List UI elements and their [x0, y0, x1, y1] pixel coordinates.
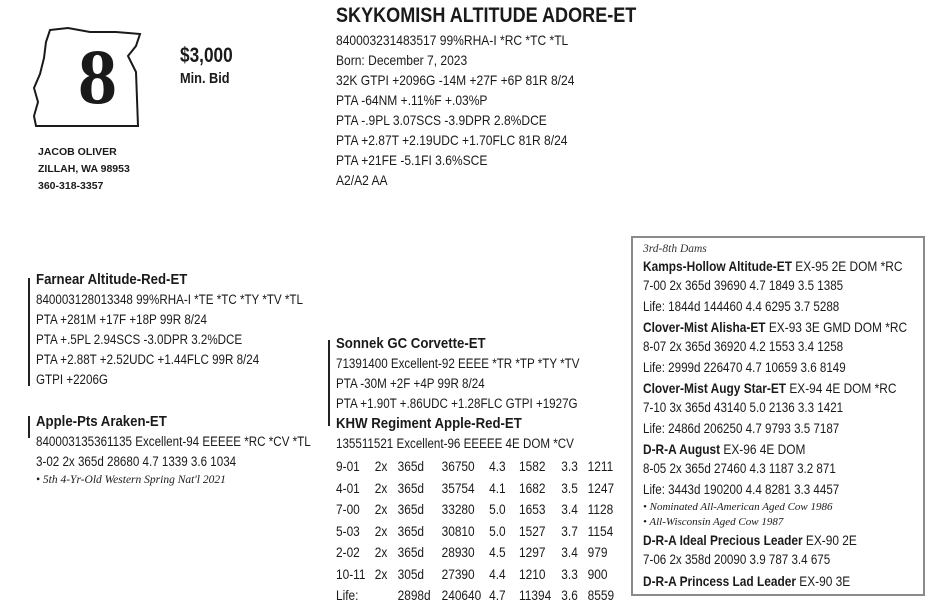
dam-production-table [336, 456, 662, 607]
dam-entry-note: • All-Wisconsin Aged Cow 1987 [643, 516, 784, 528]
dam-entry-classification: EX-90 2E [802, 532, 857, 548]
dam-record-cell: 4.7 [489, 588, 506, 603]
dam-entry-name [643, 317, 908, 337]
extended-dams-header: 3rd-8th Dams [643, 243, 707, 255]
dam-record-cell: 3.7 [561, 523, 578, 539]
dam-entry-record: 7-00 2x 365d 39690 4.7 1849 3.5 1385 [643, 278, 844, 293]
pedigree-bracket [28, 278, 30, 386]
dam-record-cell: 10-11 [336, 566, 366, 582]
min-bid-label: Min. Bid [180, 70, 230, 87]
dam-record-cell: 1210 [519, 566, 546, 582]
dam-record-cell: 8559 [587, 588, 615, 603]
dam-entry-title: Clover-Mist Augy Star-ET [643, 380, 787, 396]
dam-sire-details [336, 354, 580, 414]
dam-entry-name [643, 378, 898, 398]
dam-record-cell: 27390 [441, 566, 475, 582]
dam-record-cell: 240640 [441, 588, 482, 603]
dam-record-cell: 3.4 [561, 502, 578, 517]
dam-entry-record: Life: 2999d 226470 4.7 10659 3.6 8149 [643, 359, 846, 375]
dam-record-cell: 2-02 [336, 545, 360, 560]
animal-detail-line: A2/A2 AA [336, 172, 388, 188]
dam-record-cell: 5-03 [336, 523, 360, 539]
maternal-grandsire-detail-line: 840003135361135 Excellent-94 EEEEE *RC *CV *TL [36, 434, 311, 449]
dam-entry-classification: EX-94 4E DOM *RC [786, 380, 897, 396]
sire-detail-line: PTA +281M +17F +18P 99R 8/24 [36, 312, 207, 327]
dam-record-cell: 365d [397, 502, 425, 517]
sire-detail-line: PTA +.5PL 2.94SCS -3.0DPR 3.2%DCE [36, 332, 243, 347]
dam-record-cell: 365d [397, 459, 425, 474]
pedigree-bracket [328, 340, 330, 426]
dam-registration: 135511521 Excellent-96 EEEEE 4E DOM *CV [336, 436, 574, 451]
dam-sire-detail-line: PTA +1.90T +.86UDC +1.28FLC GTPI +1927G [336, 396, 578, 411]
dam-record-row [336, 456, 623, 478]
maternal-grandsire-detail-line: 3-02 2x 365d 28680 4.7 1339 3.6 1034 [36, 454, 237, 469]
dam-entry-record: Life: 3443d 190200 4.4 8281 3.3 4457 [643, 481, 840, 497]
dam-record-cell: 1653 [519, 502, 546, 517]
dam-record-cell: 36750 [441, 459, 475, 474]
dam-record-cell: 2x [374, 480, 388, 496]
dam-record-row [336, 542, 623, 564]
dam-record-cell: 7-00 [336, 502, 360, 517]
dam-sire-info [336, 334, 619, 414]
dam-entry-title: D-R-A Ideal Precious Leader [643, 532, 803, 548]
dam-record-cell: 2x [374, 545, 388, 560]
dam-sire-name: Sonnek GC Corvette-ET [336, 335, 486, 352]
dam-entry-name [643, 439, 898, 459]
sire-name: Farnear Altitude-Red-ET [36, 271, 188, 288]
dam-record-row [336, 499, 623, 521]
dams-entries [643, 256, 940, 591]
dam-sire-detail-line: 71391400 Excellent-92 EEEE *TR *TP *TY *TV [336, 356, 580, 371]
animal-info [336, 4, 685, 190]
dam-record-cell: 30810 [441, 523, 475, 539]
animal-detail-line: 840003231483517 99%RHA-I *RC *TC *TL [336, 32, 569, 48]
sire-detail-line: GTPI +2206G [36, 372, 108, 387]
dam-record-cell: 1682 [519, 480, 546, 496]
maternal-grandsire-details [36, 432, 311, 472]
dam-entry-title: D-R-A Princess Lad Leader [643, 572, 796, 589]
animal-detail-line: 32K GTPI +2096G -14M +27F +6P 81R 8/24 [336, 72, 575, 88]
sire-info [36, 270, 346, 390]
pedigree-bracket [28, 416, 30, 438]
dam-entry-record: Life: 2486d 206250 4.7 9793 3.5 7187 [643, 420, 840, 436]
maternal-grandsire-info [36, 412, 355, 488]
consignor-phone: 360-318-3357 [38, 180, 104, 192]
dam-record-cell: 3.4 [561, 545, 578, 560]
animal-name: SKYKOMISH ALTITUDE ADORE-ET [336, 4, 637, 27]
dam-name: KHW Regiment Apple-Red-ET [336, 415, 522, 432]
dam-record-cell: 979 [587, 545, 608, 560]
animal-detail-line: PTA -.9PL 3.07SCS -3.9DPR 2.8%DCE [336, 112, 547, 128]
dam-entry-record: 7-06 2x 358d 20090 3.9 787 3.4 675 [643, 552, 831, 567]
animal-detail-line: PTA -64NM +.11%F +.03%P [336, 92, 488, 108]
dam-record-cell: 2x [374, 566, 388, 582]
dam-entry-title: Kamps-Hollow Altitude-ET [643, 258, 792, 274]
dam-record-cell: 1154 [587, 523, 614, 539]
dam-record-cell: 365d [397, 523, 425, 539]
dam-record-cell: 2x [374, 502, 388, 517]
extended-dams-box [631, 236, 925, 596]
dam-record-cell: 3.3 [561, 566, 578, 582]
consignor-info [38, 144, 130, 195]
dam-record-cell: 365d [397, 480, 425, 496]
dam-record-cell: 5.0 [489, 523, 506, 539]
dam-record-row [336, 564, 623, 586]
dam-entry-classification: EX-90 3E [795, 572, 851, 589]
dam-record-cell: 4.3 [489, 459, 506, 474]
sire-detail-line: PTA +2.88T +2.52UDC +1.44FLC 99R 8/24 [36, 352, 260, 367]
dam-entry-classification: EX-96 4E DOM [720, 441, 806, 457]
price-block [180, 44, 244, 87]
dam-record-cell: 1247 [587, 480, 615, 496]
dam-record-cell: 305d [397, 566, 425, 582]
animal-detail-line: PTA +21FE -5.1FI 3.6%SCE [336, 152, 488, 168]
dam-record-cell: 1128 [587, 502, 614, 517]
dam-record-cell [375, 585, 398, 607]
dam-record-cell: 4.4 [489, 566, 506, 582]
dam-record-cell: 2898d [397, 588, 431, 603]
dam-record-cell: Life: [336, 588, 359, 603]
maternal-grandsire-name: Apple-Pts Araken-ET [36, 413, 167, 430]
dam-record-cell: 900 [587, 566, 608, 582]
animal-detail-line: PTA +2.87T +2.19UDC +1.70FLC 81R 8/24 [336, 132, 568, 148]
maternal-grandsire-note: • 5th 4-Yr-Old Western Spring Nat'l 2021 [36, 474, 226, 486]
dam-record-cell: 1211 [587, 459, 614, 474]
dam-record-row [336, 585, 623, 607]
dam-entry-record: 8-07 2x 365d 36920 4.2 1553 3.4 1258 [643, 339, 844, 354]
dam-entry-classification: EX-95 2E DOM *RC [791, 258, 903, 274]
dam-entry-title: D-R-A August [643, 441, 721, 457]
dam-entry-classification: EX-93 3E GMD DOM *RC [765, 319, 908, 335]
dam-record-cell: 3.6 [561, 588, 578, 603]
consignor-city: ZILLAH, WA 98953 [38, 163, 130, 175]
lot-number: 8 [78, 33, 117, 120]
animal-details [336, 30, 636, 190]
dam-record-cell: 4.1 [489, 480, 506, 496]
extended-dams-list [643, 242, 940, 591]
dam-record-row [336, 478, 623, 500]
dam-record-cell: 365d [397, 545, 425, 560]
dam-record-cell: 4.5 [489, 545, 506, 560]
dam-entry-record: 8-05 2x 365d 27460 4.3 1187 3.2 871 [643, 461, 836, 476]
animal-detail-line: Born: December 7, 2023 [336, 52, 468, 68]
dam-record-cell: 2x [374, 523, 388, 539]
dam-entry-record: Life: 1844d 144460 4.4 6295 3.7 5288 [643, 298, 840, 314]
dam-sire-detail-line: PTA -30M +2F +4P 99R 8/24 [336, 376, 485, 391]
dam-record-cell: 1527 [519, 523, 546, 539]
dam-info [336, 414, 662, 607]
dam-record-row [336, 521, 623, 543]
consignor-name: JACOB OLIVER [38, 146, 117, 158]
dam-entry-name [643, 256, 903, 276]
dam-entry-note: • Nominated All-American Aged Cow 1986 [643, 501, 833, 513]
dam-record-cell: 3.3 [561, 459, 578, 474]
dam-record-cell: 5.0 [489, 502, 506, 517]
dam-entry-name [643, 530, 898, 550]
dam-entry-title: Clover-Mist Alisha-ET [643, 319, 766, 335]
min-bid-price: $3,000 [180, 44, 233, 67]
dam-record-cell: 1297 [519, 545, 546, 560]
dam-record-cell: 3.5 [561, 480, 578, 496]
dam-record-cell: 9-01 [336, 459, 360, 474]
dam-record-cell: 35754 [441, 480, 475, 496]
dam-record-cell: 11394 [519, 588, 552, 603]
dam-record-cell: 33280 [441, 502, 475, 517]
dam-entry-record: 7-10 3x 365d 43140 5.0 2136 3.3 1421 [643, 400, 844, 415]
sire-detail-line: 840003128013348 99%RHA-I *TE *TC *TY *TV *TL [36, 292, 303, 307]
sire-details [36, 290, 303, 390]
dam-record-cell: 1582 [519, 459, 546, 474]
dam-entry-name [643, 571, 898, 591]
dam-record-cell: 2x [374, 459, 388, 474]
dam-record-cell: 4-01 [336, 480, 360, 496]
dam-record-cell: 28930 [441, 545, 475, 560]
